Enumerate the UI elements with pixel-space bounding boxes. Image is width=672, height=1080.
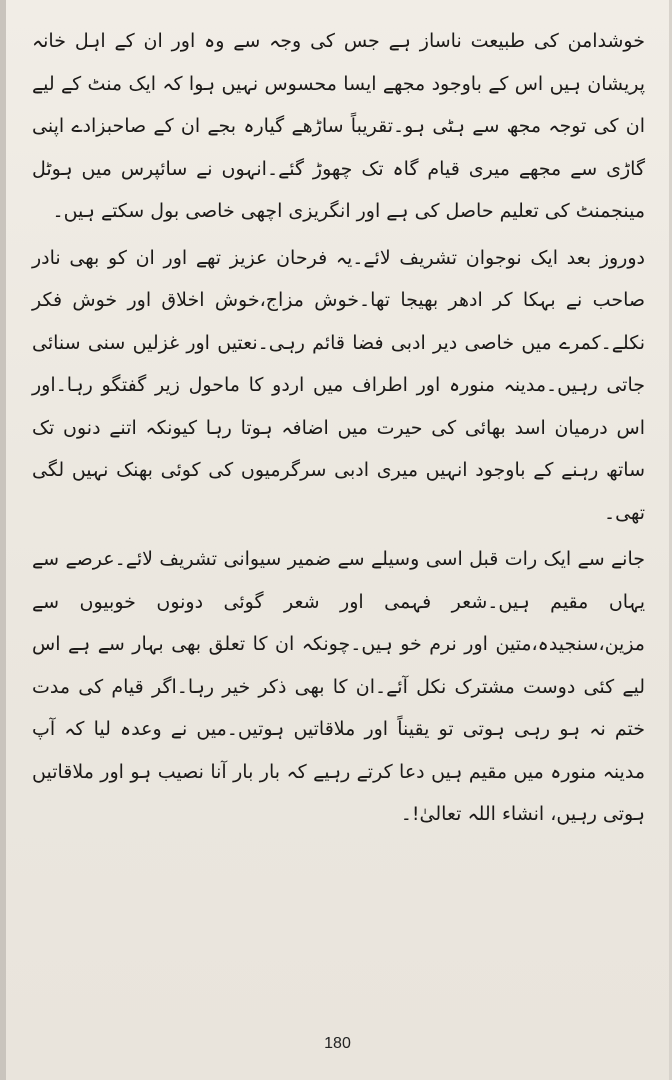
paragraph-1: خوشدامن کی طبیعت ناساز ہے جس کی وجہ سے وہ اور ان کے اہل خانہ پریشان ہیں اس کے باوجود مجھے ایسا محسوس نہیں ہوا کہ ایک منٹ کے لیے ان کی توجہ مجھ سے ہٹی ہو۔تقریباً ساڑھے گیارہ بجے ان کے صاحبزادے اپنی گاڑی سے مجھے میری قیام گاہ تک چھوڑ گئے۔انہوں نے سائپرس میں ہوٹل مینجمنٹ کی تعلیم حاصل کی ہے اور انگریزی اچھی خاصی بول سکتے ہیں۔ [32,30,645,222]
paragraph-3: جانے سے ایک رات قبل اسی وسیلے سے ضمیر سیوانی تشریف لائے۔عرصے سے یہاں مقیم ہیں۔شعر فہمی اور شعر گوئی دونوں خوبیوں سے مزین،سنجیدہ،متین اور نرم خو ہیں۔چونکہ ان کا تعلق بھی بہار سے ہے اس لیے کئی دوست مشترک نکل آئے۔ان کا بھی ذکر خیر رہا۔اگر قیام کی مدت ختم نہ ہو رہی ہوتی تو یقیناً اور ملاقاتیں ہوتیں۔میں نے وعدہ لیا کہ آپ مدینہ منورہ میں مقیم ہیں دعا کرتے رہیے کہ بار بار آنا نصیب ہو اور ملاقاتیں ہوتی رہیں، انشاء اللہ تعالیٰ!۔ [32,548,645,825]
paragraph-2: دوروز بعد ایک نوجوان تشریف لائے۔یہ فرحان عزیز تھے اور ان کو بھی نادر صاحب نے بہکا کر ادھر بھیجا تھا۔خوش مزاج،خوش اخلاق اور خوش فکر نکلے۔کمرے میں خاصی دیر ادبی فضا قائم رہی۔نعتیں اور غزلیں سنی سنائی جاتی رہیں۔مدینہ منورہ اور اطراف میں اردو کا ماحول زیر گفتگو رہا۔اور اس درمیان اسد بھائی کی حیرت میں اضافہ ہوتا رہا کیونکہ اتنے دنوں تک ساتھ رہنے کے باوجود انہیں میری ادبی سرگرمیوں کی کوئی بھنک نہیں لگی تھی۔ [32,246,645,524]
page-number: 180 [324,1035,351,1052]
body-text [32,20,645,836]
